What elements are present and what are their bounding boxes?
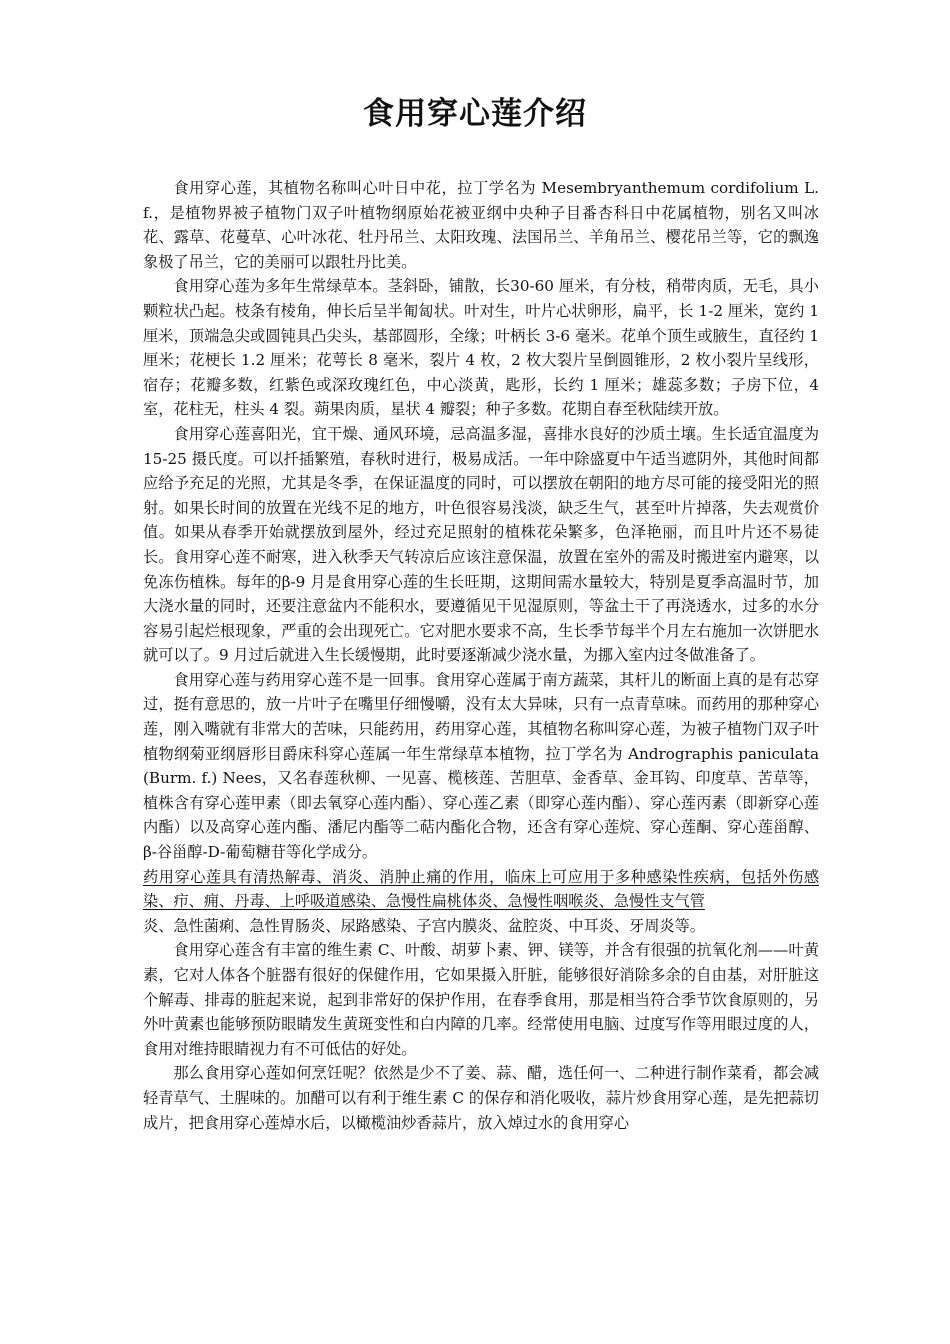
page-title: 食用穿心莲介绍 [363, 96, 587, 132]
paragraph-medicinal-effects-continued: 炎、急性菌痢、急性胃肠炎、尿路感染、子宫内膜炎、盆腔炎、中耳炎、牙周炎等。 [143, 916, 705, 935]
paragraph-cooking: 那么食用穿心莲如何烹饪呢？依然是少不了姜、蒜、醋，选任何一、二种进行制作菜肴，都会减轻青草气、土腥味的。加醋可以有利于维生素 C 的保存和消化吸收，蒜片炒食用穿心莲，是先把蒜切成片，把食用穿心莲焯水后，以橄榄油炒香蒜片，放入焯过水的食用穿心 [143, 1064, 819, 1132]
paragraph-morphology: 食用穿心莲为多年生常绿草本。茎斜卧，铺散，长30-60 厘米，有分枝，稍带肉质，无毛，具小颗粒状凸起。枝条有棱角，伸长后呈半匍匐状。叶对生，叶片心状卵形，扁平，长 1-2 厘米，宽约 1 厘米，顶端急尖或圆钝具凸尖头，基部圆形，全缘；叶柄长 3-6 毫米。花单个顶生或腋生，直径约 1 厘米；花梗长 1.2 厘米；花萼长 8 毫米，裂片 4 枚，2 枚大裂片呈倒圆锥形，2 枚小裂片呈线形，宿存；花瓣多数，红紫色或深玫瑰红色，中心淡黄，匙形，长约 1 厘米；雄蕊多数；子房下位，4 室，花柱无，柱头 4 裂。蒴果肉质，星状 4 瓣裂；种子多数。花期自春至秋陆续开放。 [143, 277, 819, 419]
underlined-text: 药用穿心莲具有清热解毒、消炎、消肿止痛的作用，临床上可应用于多种感染性疾病，包括外伤感染、疖、痈、丹毒、上呼吸道感染、急慢性扁桃体炎、急慢性咽喉炎、急慢性支气管 [143, 867, 819, 911]
paragraph-nutrition: 食用穿心莲含有丰富的维生素 C、叶酸、胡萝卜素、钾、镁等，并含有很强的抗氧化剂——叶黄素，它对人体各个脏器有很好的保健作用，它如果摄入肝脏，能够很好消除多余的自由基，对肝脏这个解毒、排毒的脏起来说，起到非常好的保护作用，在春季食用，那是相当符合季节饮食原则的，另外叶黄素也能够预防眼睛发生黄斑变性和白内障的几率。经常使用电脑、过度写作等用眼过度的人，食用对维持眼睛视力有不可低估的好处。 [143, 941, 819, 1058]
paragraph-medicinal-comparison: 食用穿心莲与药用穿心莲不是一回事。食用穿心莲属于南方蔬菜，其杆儿的断面上真的是有芯穿过，挺有意思的，放一片叶子在嘴里仔细慢嚼，没有太大异味，只有一点青草味。而药用的那种穿心莲，刚入嘴就有非常大的苦味，只能药用，药用穿心莲，其植物名称叫穿心莲，为被子植物门双子叶植物纲菊亚纲唇形目爵床科穿心莲属一年生常绿草本植物，拉丁学名为 Andrographis paniculata (Burm. f.) Nees，又名春莲秋柳、一见喜、榄核莲、苦胆草、金香草、金耳钩、印度草、苦草等，植株含有穿心莲甲素（即去氧穿心莲内酯）、穿心莲乙素（即穿心莲内酯）、穿心莲丙素（即新穿心莲内酯）以及高穿心莲内酯、潘尼内酯等二萜内酯化合物，还含有穿心莲烷、穿心莲酮、穿心莲甾醇、β-谷甾醇-D-葡萄糖苷等化学成分。 [143, 670, 819, 862]
paragraph-cultivation: 食用穿心莲喜阳光，宜干燥、通风环境，忌高温多湿，喜排水良好的沙质土壤。生长适宜温度为 15-25 摄氏度。可以扦插繁殖，春秋时进行，极易成活。一年中除盛夏中午适当遮阴外，其他时间都应给予充足的光照，尤其是冬季，在保证温度的同时，可以摆放在朝阳的地方尽可能的接受阳光的照射。如果长时间的放置在光线不足的地方，叶色很容易浅淡，缺乏生气，甚至叶片掉落，失去观赏价值。如果从春季开始就摆放到屋外，经过充足照射的植株花朵繁多，色泽艳丽，而且叶片还不易徒长。食用穿心莲不耐寒，进入秋季天气转凉后应该注意保温，放置在室外的需及时搬进室内避寒，以免冻伤植株。每年的β-9 月是食用穿心莲的生长旺期，这期间需水量较大，特别是夏季高温时节，加大浇水量的同时，还要注意盆内不能积水，要遵循见干见湿原则，等盆土干了再浇透水，过多的水分容易引起烂根现象，严重的会出现死亡。它对肥水要求不高，生长季节每半个月左右施加一次饼肥水就可以了。9 月过后就进入生长缓慢期，此时要逐渐减少浇水量，为挪入室内过冬做准备了。 [143, 424, 819, 665]
paragraph-medicinal-effects [143, 865, 819, 914]
paragraph-intro: 食用穿心莲，其植物名称叫心叶日中花，拉丁学名为 Mesembryanthemum cordifolium L. f.，是植物界被子植物门双子叶植物纲原始花被亚纲中央种子目番杏科日中花属植物，别名又叫冰花、露草、花蔓草、心叶冰花、牡丹吊兰、太阳玫瑰、法国吊兰、羊角吊兰、樱花吊兰等，它的飘逸象极了吊兰，它的美丽可以跟牡丹比美。 [143, 179, 819, 271]
document-body [143, 176, 819, 1135]
